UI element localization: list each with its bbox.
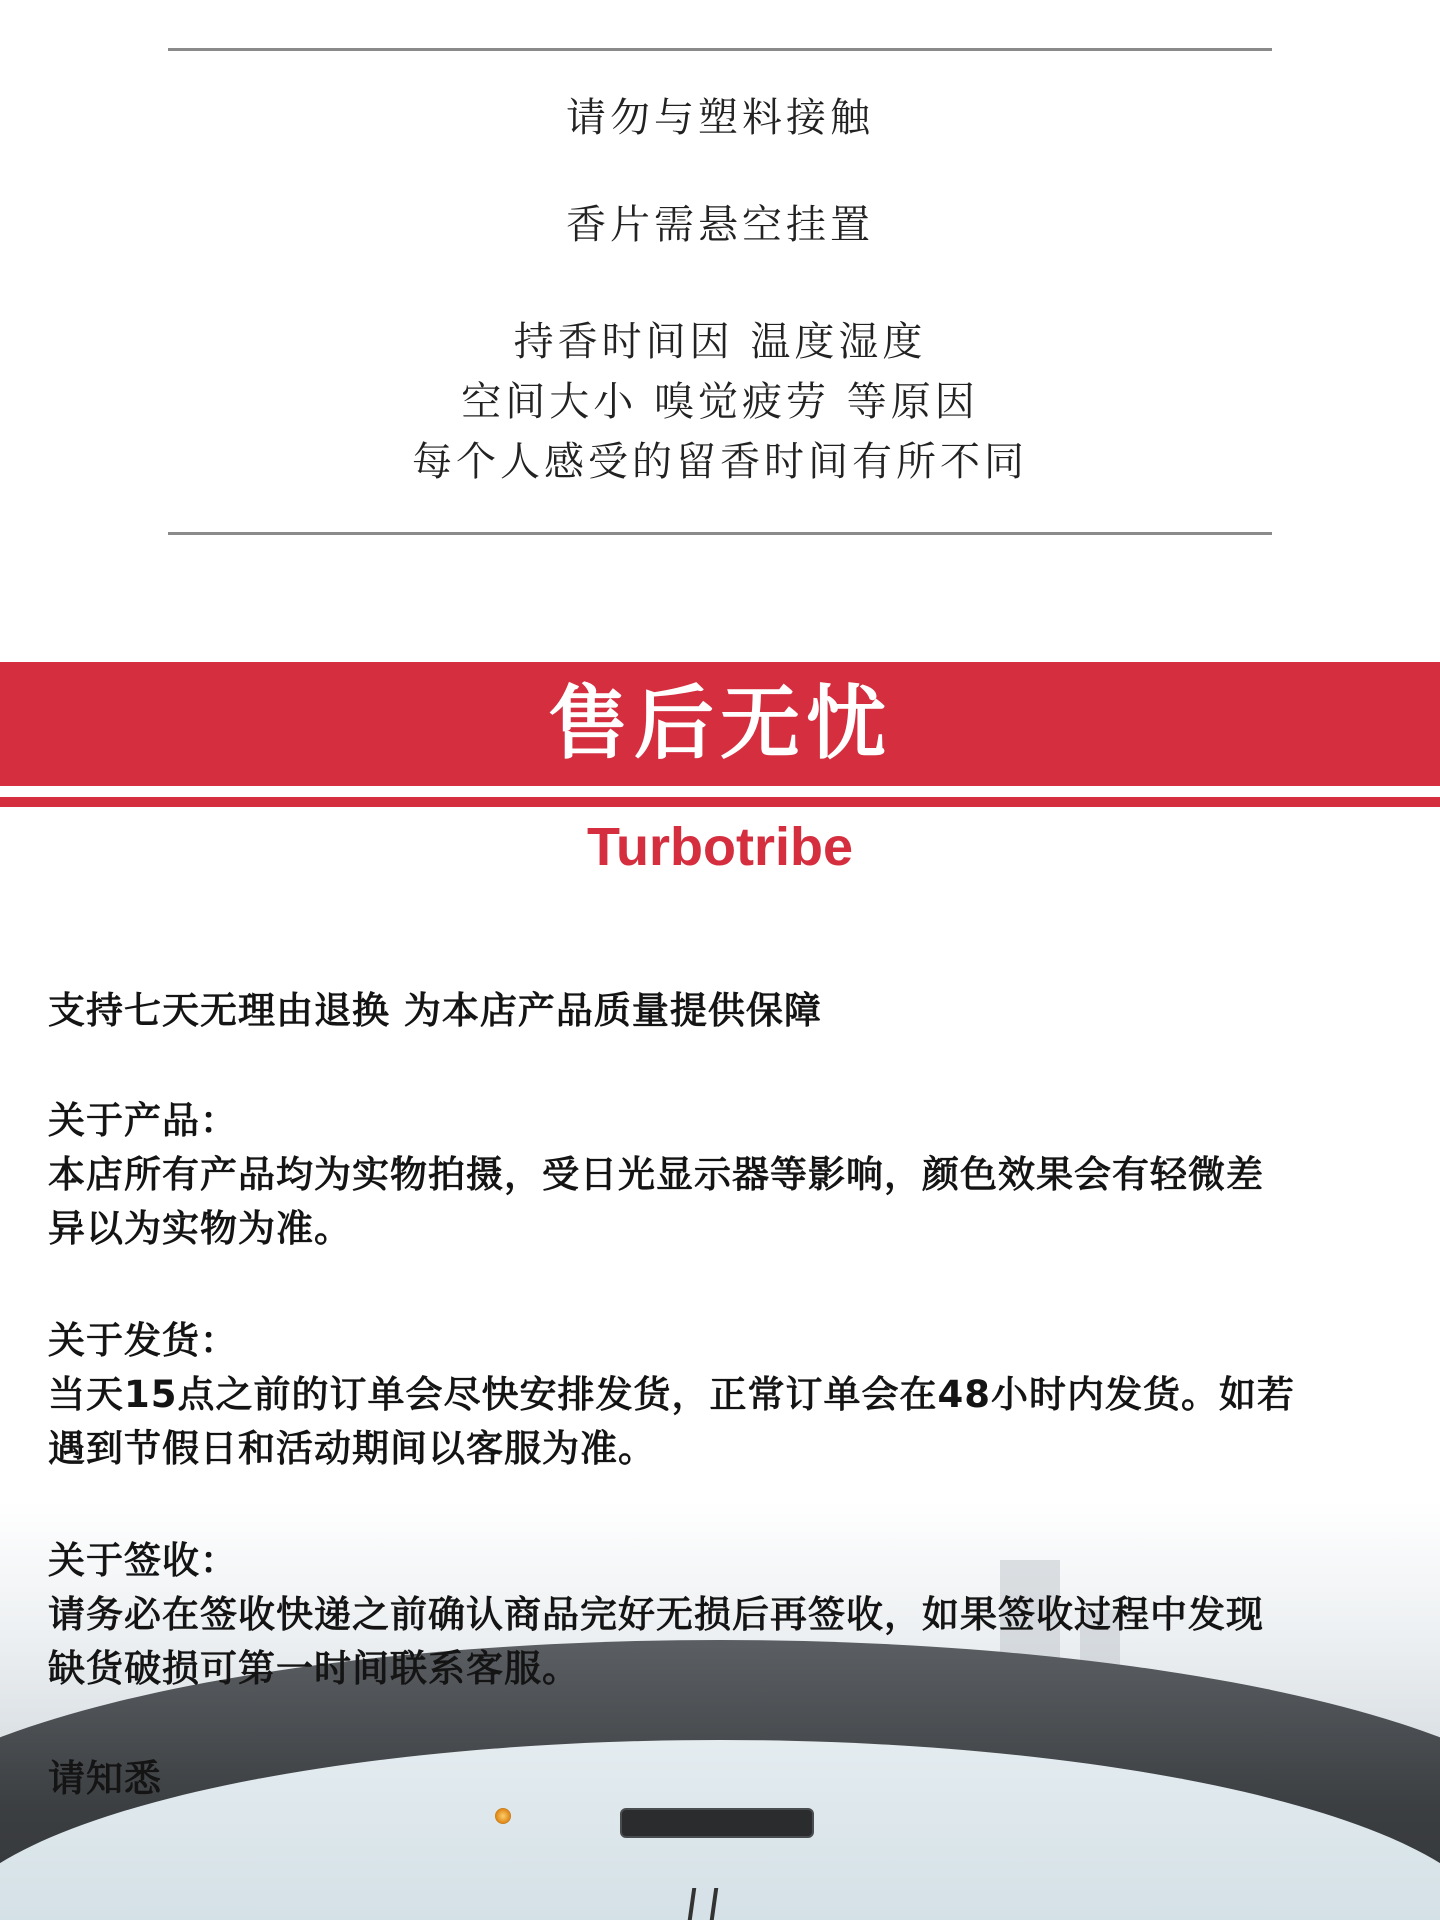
top-divider: [168, 48, 1272, 51]
closing-note: 请知悉: [48, 1757, 162, 1800]
shipping-section-title: 关于发货：: [48, 1319, 238, 1362]
dashboard-light-icon: [495, 1808, 511, 1824]
care-line-duration-3: 每个人感受的留香时间有所不同: [412, 439, 1028, 485]
care-line-plastic: 请勿与塑料接触: [566, 95, 874, 141]
care-line-hang: 香片需悬空挂置: [566, 202, 874, 248]
banner-title: 售后无忧: [548, 677, 892, 770]
policy-headline: 支持七天无理由退换 为本店产品质量提供保障: [48, 989, 822, 1032]
hanging-strap: [688, 1888, 718, 1920]
care-line-duration-1: 持香时间因 温度湿度: [513, 319, 927, 365]
brand-name: Turbotribe: [587, 817, 853, 877]
receipt-section-text-1: 请务必在签收快递之前确认商品完好无损后再签收，如果签收过程中发现: [48, 1593, 1264, 1636]
product-section-text-2: 异以为实物为准。: [48, 1207, 352, 1250]
receipt-section-text-2: 缺货破损可第一时间联系客服。: [48, 1647, 580, 1690]
receipt-section-title: 关于签收：: [48, 1539, 238, 1582]
banner-stripe: [0, 797, 1440, 807]
shipping-section-text-1: 当天15点之前的订单会尽快安排发货，正常订单会在48小时内发货。如若: [48, 1373, 1295, 1416]
shipping-section-text-2: 遇到节假日和活动期间以客服为准。: [48, 1427, 656, 1470]
product-section-title: 关于产品：: [48, 1099, 238, 1142]
product-section-text-1: 本店所有产品均为实物拍摄，受日光显示器等影响，颜色效果会有轻微差: [48, 1153, 1264, 1196]
care-line-duration-2: 空间大小 嗅觉疲劳 等原因: [461, 379, 979, 425]
bottom-divider: [168, 532, 1272, 535]
dashboard-slot: [620, 1808, 814, 1838]
